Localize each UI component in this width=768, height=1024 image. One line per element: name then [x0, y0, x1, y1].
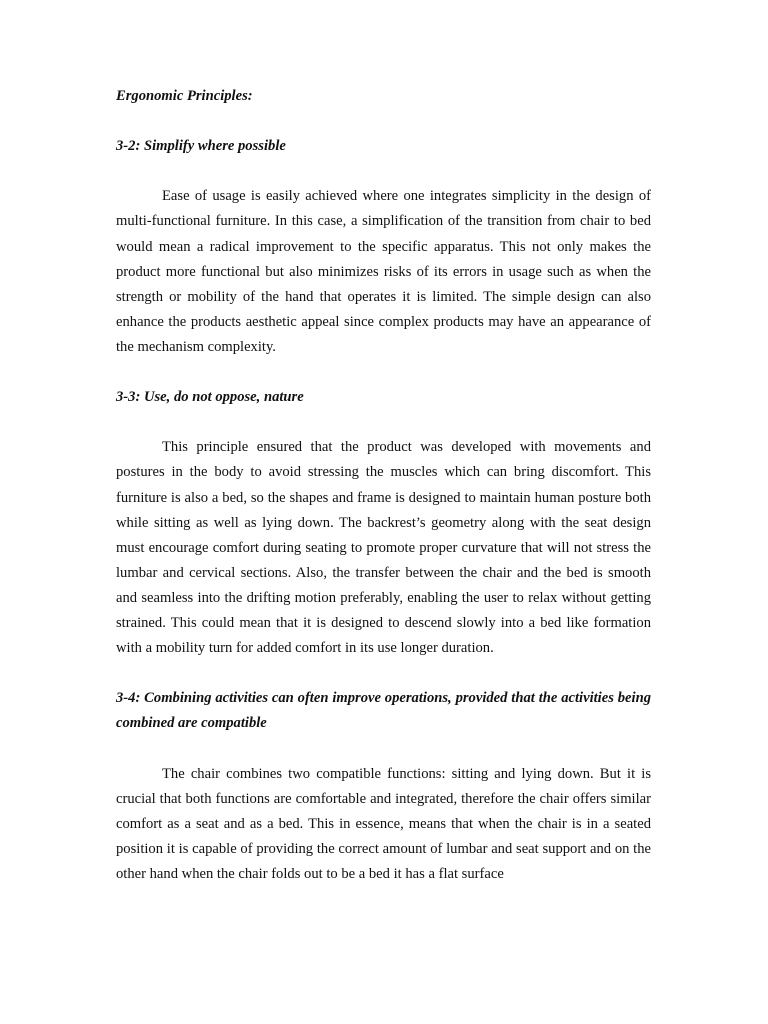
section-heading-3-4: 3-4: Combining activities can often improve operations, provided that the activities being combined are compatible [116, 690, 651, 732]
spacer [116, 410, 651, 435]
spacer [116, 109, 651, 134]
document-title: Ergonomic Principles: [116, 88, 253, 104]
section-body-3-2: Ease of usage is easily achieved where one integrates simplicity in the design of multi-functional furniture. In this case, a simplification of the transition from chair to bed would mean a radical improvement to the specific apparatus. This not only makes the product more functional but also minimizes risks of its errors in usage such as when the strength or mobility of the hand that operates it is limited. The simple design can also enhance the products aesthetic appeal since complex products may have an appearance of the mechanism complexity. [116, 188, 651, 355]
section-heading-3-2: 3-2: Simplify where possible [116, 138, 286, 155]
spacer [116, 661, 651, 686]
section-body-3-4: The chair combines two compatible functions: sitting and lying down. But it is crucial that both functions are comfortable and integrated, therefore the chair offers similar comfort as a seat and as a bed. This in essence, means that when the chair is in a seated position it is capable of providing the correct amount of lumbar and seat support and on the other hand when the chair folds out to be a bed it has a flat surface [116, 765, 651, 882]
section-heading-3-3: 3-3: Use, do not oppose, nature [116, 389, 304, 406]
spacer [116, 736, 651, 761]
section-body-3-3: This principle ensured that the product was developed with movements and postures in the body to avoid stressing the muscles which can bring discomfort. This furniture is also a bed, so the shapes and frame is designed to maintain human posture both while sitting as well as lying down. The backrest’s geometry along with the seat design must encourage comfort during seating to promote proper curvature that will not stress the lumbar and cervical sections. Also, the transfer between the chair and the bed is smooth and seamless into the drifting motion preferably, enabling the user to relax without getting strained. This could mean that it is designed to descend slowly into a bed like formation with a mobility turn for added comfort in its use longer duration. [116, 439, 651, 657]
spacer [116, 159, 651, 184]
spacer [116, 360, 651, 385]
document-page [116, 84, 651, 887]
